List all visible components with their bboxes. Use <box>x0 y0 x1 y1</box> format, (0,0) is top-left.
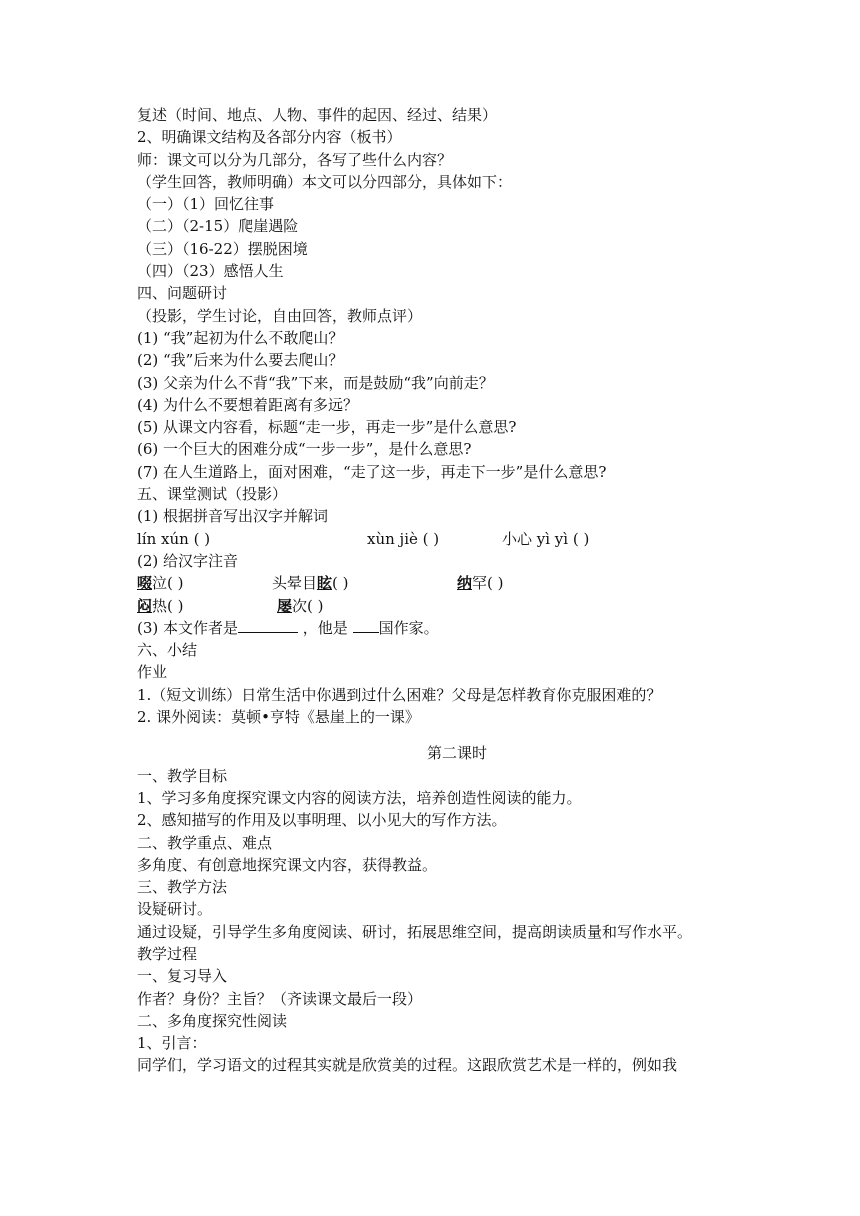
homework-item: 2. 课外阅读：莫顿•亨特《悬崖上的一课》 <box>137 708 420 727</box>
text-line: 设疑研讨。 <box>137 900 213 919</box>
text-line: （三）（16-22）摆脱困境 <box>137 239 308 258</box>
question-item: (1) “我”起初为什么不敢爬山？ <box>137 328 344 347</box>
question-middle: ，他是 <box>298 618 353 637</box>
section-title: 第二课时 <box>426 744 487 763</box>
homework-item: 1.（短文训练）日常生活中你遇到过什么困难？父母是怎样教育你克服困难的？ <box>137 685 662 704</box>
spacer <box>137 728 777 742</box>
document-page <box>137 104 777 1077</box>
text-line: 同学们，学习语文的过程其实就是欣赏美的过程。这跟欣赏艺术是一样的，例如我 <box>137 1056 678 1075</box>
lesson-part-two <box>137 639 777 728</box>
hanzi-item <box>137 572 272 594</box>
test-item: (1) 根据拼音写出汉字并解词 <box>137 507 329 526</box>
section-heading: 一、复习导入 <box>137 967 228 986</box>
text-line: 2、明确课文结构及各部分内容（板书） <box>137 128 402 147</box>
hanzi-item <box>137 595 277 617</box>
marked-character: 眩 <box>317 574 333 593</box>
question-prefix: (3) 本文作者是 <box>137 618 239 637</box>
section-heading: 四、问题研讨 <box>137 284 228 303</box>
section-heading: 二、多角度探究性阅读 <box>137 1011 288 1030</box>
question-item: (3) 父亲为什么不背“我”下来，而是鼓励“我”向前走？ <box>137 373 494 392</box>
question-item: (7) 在人生道路上，面对困难，“走了这一步，再走下一步”是什么意思? <box>137 462 607 481</box>
question-item: (4) 为什么不要想着距离有多远？ <box>137 395 359 414</box>
pinyin-item: xùn jiè ( ) <box>367 529 440 548</box>
hanzi-row <box>137 595 777 617</box>
hanzi-blank: 次( ) <box>292 596 324 615</box>
test-item: (2) 给汉字注音 <box>137 551 239 570</box>
text-line: 作者？身份？主旨？（齐读课文最后一段） <box>137 989 423 1008</box>
text-line: 1、引言： <box>137 1034 207 1053</box>
answer-blank <box>353 617 379 633</box>
text-line: 多角度、有创意地探究课文内容，获得教益。 <box>137 855 438 874</box>
hanzi-blank: 泣( ) <box>152 574 184 593</box>
fill-blank-question <box>137 617 777 639</box>
hanzi-item <box>457 572 504 594</box>
hanzi-item <box>277 595 324 617</box>
question-item: (6) 一个巨大的困难分成“一步一步”，是什么意思? <box>137 440 472 459</box>
text-line: （一）（1）回忆往事 <box>137 195 275 214</box>
text-line: （二）（2-15）爬崖遇险 <box>137 217 299 236</box>
pinyin-item: lín xún ( ) <box>137 529 211 548</box>
lesson-part-three <box>137 765 777 1077</box>
text-line: 师：课文可以分为几部分，各写了些什么内容？ <box>137 150 453 169</box>
section-heading: 作业 <box>137 663 168 682</box>
hanzi-blank: ( ) <box>332 574 349 593</box>
pinyin-row <box>137 528 777 550</box>
hanzi-item <box>272 572 457 594</box>
text-line: 复述（时间、地点、人物、事件的起因、经过、结果） <box>137 106 498 124</box>
marked-character: 纳 <box>457 574 473 593</box>
lesson-part-one <box>137 104 777 528</box>
question-item: (2) “我”后来为什么要去爬山？ <box>137 351 344 370</box>
text-line: （学生回答，教师明确）本文可以分四部分，具体如下： <box>137 172 513 191</box>
question-item: (5) 从课文内容看，标题“走一步，再走一步”是什么意思? <box>137 418 517 437</box>
section-heading: 一、教学目标 <box>137 766 228 785</box>
section-heading: 教学过程 <box>137 944 198 963</box>
section-heading: 三、教学方法 <box>137 878 228 897</box>
hanzi-blank: 罕( ) <box>472 574 504 593</box>
hanzi-prefix: 头晕目 <box>272 574 318 593</box>
text-line: 1、学习多角度探究课文内容的阅读方法，培养创造性阅读的能力。 <box>137 788 582 807</box>
section-heading: 二、教学重点、难点 <box>137 833 273 852</box>
text-line: （四）（23）感悟人生 <box>137 262 284 281</box>
hanzi-blank: 热( ) <box>152 596 184 615</box>
section-heading: 五、课堂测试（投影） <box>137 485 288 504</box>
question-suffix: 国作家。 <box>378 618 439 637</box>
marked-character: 屡 <box>277 596 293 615</box>
text-line: 通过设疑，引导学生多角度阅读、研讨，拓展思维空间，提高朗读质量和写作水平。 <box>137 922 693 941</box>
marked-character: 啜 <box>137 574 153 593</box>
text-line: 2、感知描写的作用及以事明理、以小见大的写作方法。 <box>137 811 507 830</box>
pinyin-item: 小心 yì yì ( ) <box>502 529 590 548</box>
marked-character: 闷 <box>137 596 153 615</box>
section-heading: 六、小结 <box>137 641 198 660</box>
hanzi-row <box>137 572 777 594</box>
answer-blank <box>238 617 298 633</box>
text-line: （投影，学生讨论，自由回答，教师点评） <box>137 306 423 325</box>
